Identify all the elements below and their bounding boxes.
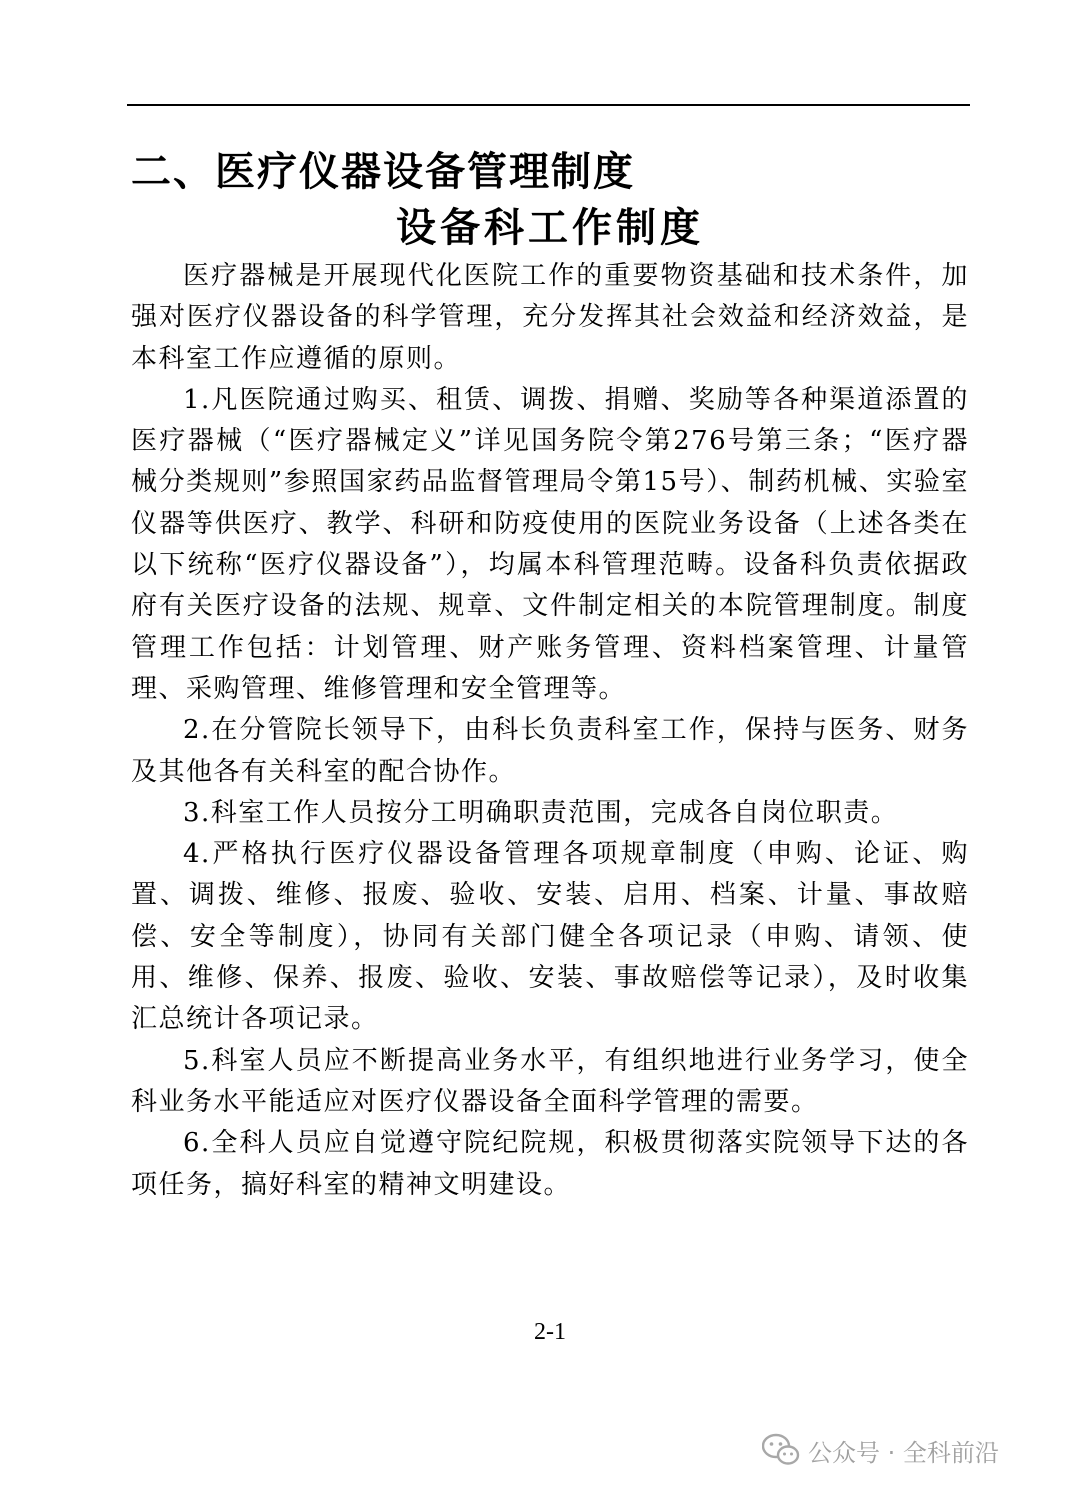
- rule-item-3: 3.科室工作人员按分工明确职责范围，完成各自岗位职责。: [183, 797, 899, 828]
- watermark-text: 公众号 · 全科前沿: [808, 1438, 999, 1467]
- intro-paragraph: 医疗器械是开展现代化医院工作的重要物资基础和技术条件，加强对医疗仪器设备的科学管理，充分发挥其社会效益和经济效益，是本科室工作应遵循的原则。: [131, 261, 969, 374]
- section-title: 二、医疗仪器设备管理制度: [131, 149, 635, 195]
- document-title: 设备科工作制度: [396, 205, 704, 251]
- header-rule: [127, 104, 970, 106]
- rule-item-6: 6.全科人员应自觉遵守院纪院规，积极贯彻落实院领导下达的各项任务，搞好科室的精神文明建设。: [131, 1128, 969, 1200]
- page-number: 2-1: [534, 1319, 566, 1345]
- rule-item-1: 1.凡医院通过购买、租赁、调拨、捐赠、奖励等各种渠道添置的医疗器械（“医疗器械定义”详见国务院令第276号第三条；“医疗器械分类规则”参照国家药品监督管理局令第15号）、制药机械、实验室仪器等供医疗、教学、科研和防疫使用的医院业务设备（上述各类在以下统称“医疗仪器设备”），均属本科管理范畴。设备科负责依据政府有关医疗设备的法规、规章、文件制定相关的本院管理制度。制度管理工作包括：计划管理、财产账务管理、资料档案管理、计量管理、采购管理、维修管理和安全管理等。: [131, 384, 969, 704]
- document-body: [131, 256, 969, 1206]
- rule-item-2: 2.在分管院长领导下，由科长负责科室工作，保持与医务、财务及其他各有关科室的配合协作。: [131, 715, 969, 787]
- rule-item-5: 5.科室人员应不断提高业务水平，有组织地进行业务学习，使全科业务水平能适应对医疗仪器设备全面科学管理的需要。: [131, 1045, 969, 1117]
- wechat-icon: [762, 1433, 800, 1467]
- watermark: [762, 1428, 999, 1472]
- rule-item-4: 4.严格执行医疗仪器设备管理各项规章制度（申购、论证、购置、调拨、维修、报废、验收、安装、启用、档案、计量、事故赔偿、安全等制度），协同有关部门健全各项记录（申购、请领、使用、维修、保养、报废、验收、安装、事故赔偿等记录），及时收集汇总统计各项记录。: [131, 839, 969, 1035]
